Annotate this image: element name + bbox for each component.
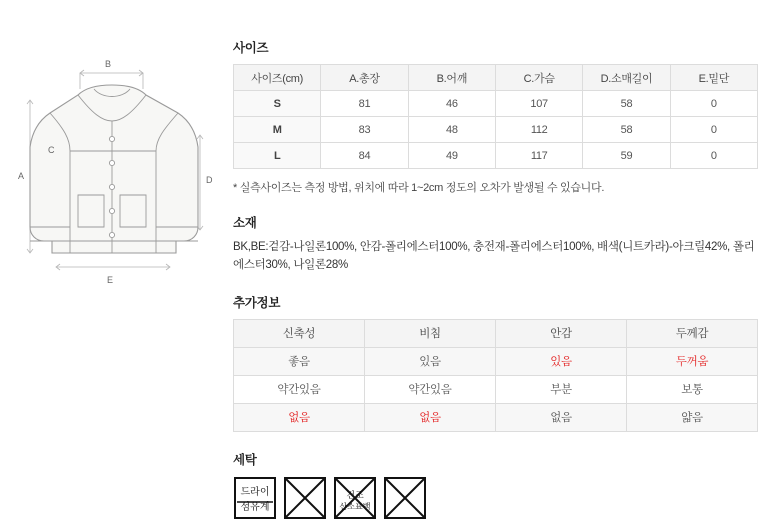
size-row-1-col-1: 83 [321,117,408,143]
size-header-1: A.총장 [321,65,408,91]
dry-clean-icon [233,476,277,520]
section-title-extra: 추가정보 [233,295,281,310]
size-row-1-col-3: 112 [495,117,582,143]
wash-care-icon-group [233,476,758,520]
size-row-2-col-1: 84 [321,143,408,169]
table-row [234,347,758,375]
extra-row-2-col-3: 얇음 [627,403,758,431]
table-row [234,117,758,143]
size-header-4: D.소매길이 [583,65,670,91]
extra-row-2-col-1: 없음 [365,403,496,431]
size-row-2-col-3: 117 [495,143,582,169]
extra-row-2-col-0: 없음 [234,403,365,431]
extra-header-2: 안감 [496,319,627,347]
size-row-0-col-2: 46 [408,91,495,117]
material-description: BK,BE:겉감-나일론100%, 안감-폴리에스터100%, 충전재-폴리에스터100%, 배색(니트카라)-아크릴42%, 폴리에스터30%, 나일론28% [233,241,755,271]
extra-row-0-col-1: 있음 [365,347,496,375]
size-note: * 실측사이즈는 측정 방법, 위치에 따라 1~2cm 정도의 오차가 발생될 수 있습니다. [233,182,605,194]
extra-header-1: 비침 [365,319,496,347]
size-row-2-col-5: 0 [670,143,757,169]
table-row [234,143,758,169]
extra-row-1-col-0: 약간있음 [234,375,365,403]
size-row-2-col-2: 49 [408,143,495,169]
extra-header-0: 신축성 [234,319,365,347]
label-e: E [106,275,114,285]
size-row-1-label: M [234,117,321,143]
table-row [234,375,758,403]
label-a: A [18,171,25,181]
extra-row-0-col-0: 좋음 [234,347,365,375]
no-wash-icon [383,476,427,520]
size-row-2-label: L [234,143,321,169]
size-row-1-col-2: 48 [408,117,495,143]
section-title-size: 사이즈 [233,41,269,55]
extra-header-3: 두께감 [627,319,758,347]
size-row-0-col-5: 0 [670,91,757,117]
extra-table-header-row [234,319,758,347]
label-b: B [104,59,112,69]
section-title-wash: 세탁 [233,452,257,467]
content-column [233,38,758,520]
size-row-1-col-4: 58 [583,117,670,143]
extra-info-table [233,319,758,432]
extra-row-1-col-1: 약간있음 [365,375,496,403]
no-tumble-dry-label-2: 산소표백 [339,501,371,511]
dry-clean-label-2: 섬유계 [240,501,270,513]
table-row [234,91,758,117]
size-header-3: C.가슴 [495,65,582,91]
size-header-5: E.밑단 [670,65,757,91]
size-row-0-label: S [234,91,321,117]
extra-row-2-col-2: 없음 [496,403,627,431]
size-header-0: 사이즈(cm) [234,65,321,91]
label-d: D [206,175,213,185]
size-header-2: B.어깨 [408,65,495,91]
section-title-material: 소재 [233,216,257,230]
label-c: C [48,145,55,155]
size-table [233,64,758,169]
extra-row-1-col-3: 보통 [627,375,758,403]
no-bleach-icon [283,476,327,520]
size-row-1-col-5: 0 [670,117,757,143]
size-row-0-col-3: 107 [495,91,582,117]
size-table-header-row [234,65,758,91]
size-row-0-col-4: 58 [583,91,670,117]
extra-row-0-col-2: 있음 [496,347,627,375]
dry-clean-label-1: 드라이 [240,486,270,498]
extra-row-0-col-3: 두꺼움 [627,347,758,375]
jacket-measurement-diagram [8,55,223,295]
no-tumble-dry-icon [333,476,377,520]
extra-row-1-col-2: 부분 [496,375,627,403]
size-row-0-col-1: 81 [321,91,408,117]
no-tumble-dry-label-1: 건조 [346,489,364,500]
table-row [234,403,758,431]
size-row-2-col-4: 59 [583,143,670,169]
